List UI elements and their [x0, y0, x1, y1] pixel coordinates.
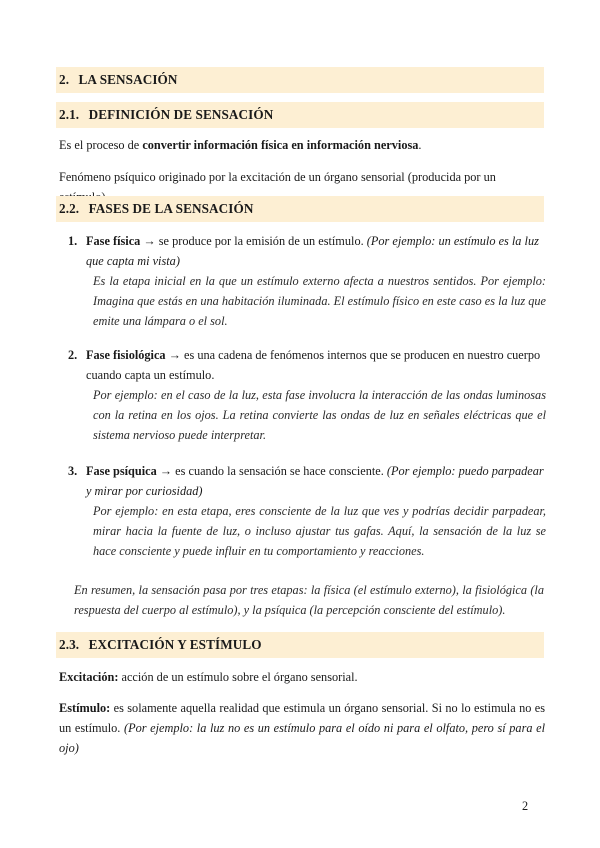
estimulo-label: Estímulo: [59, 701, 111, 715]
section-title: FASES DE LA SENSACIÓN [88, 201, 254, 216]
list-number: 3. [68, 464, 78, 478]
section-title: EXCITACIÓN Y ESTÍMULO [88, 637, 262, 652]
section-heading-2-1 [56, 102, 544, 128]
section-number: 2.1. [59, 107, 80, 122]
list-number: 1. [68, 234, 78, 248]
section-heading-2 [56, 67, 544, 93]
phase-detail: Por ejemplo: en esta etapa, eres consciente de la luz que ves y podrías decidir parpadear, mirar hacia la fuente de luz, o incluso ajustar tus gafas. Aquí, la sensación de la luz se hace consciente y puede influir en tu comportamiento y reacciones. [93, 504, 546, 558]
page-number: 2 [522, 799, 529, 813]
section-number: 2.2. [59, 201, 80, 216]
phase-label: Fase fisiológica [86, 348, 166, 362]
phase-label: Fase física [86, 234, 141, 248]
phenomenon-paragraph: Fenómeno psíquico originado por la excitación de un órgano sensorial (producida por un [59, 170, 496, 184]
summary-paragraph: En resumen, la sensación pasa por tres etapas: la física (el estímulo externo), la fisiológica (la respuesta del cuerpo al estímulo), y la psíquica (la percepción consciente del estímulo). [74, 583, 544, 617]
phase-example: (Por ejemplo: un estímulo es la luz que capta mi vista) [86, 234, 539, 268]
list-number: 2. [68, 348, 78, 362]
definition-bold: convertir información física en información nerviosa [142, 138, 419, 152]
estimulo-example: (Por ejemplo: la luz no es un estímulo para el oído ni para el olfato, pero sí para el ojo) [59, 721, 546, 755]
phase-example: (Por ejemplo: puedo parpadear y mirar por curiosidad) [86, 464, 544, 498]
phase-detail: Por ejemplo: en el caso de la luz, esta fase involucra la interacción de las ondas luminosas con la retina en los ojos. La retina convierte las ondas de luz en señales eléctricas que el sistema nervioso puede interpretar. [93, 388, 546, 442]
section-number: 2.3. [59, 637, 80, 652]
section-heading-2-3 [56, 632, 544, 658]
phase-label: Fase psíquica [86, 464, 157, 478]
section-title: LA SENSACIÓN [78, 72, 178, 87]
list-item-fase-fisica: 1. Fase física → se produce por la emisión de un estímulo. (Por ejemplo: un estímulo es la luz que capta mi vista) Es la etapa inicial en la que un estímulo externo afecta a nuestros sentidos. Por ejemplo: Imagina que estás en una habitación iluminada. El estímulo físico en este caso es la luz que emite una lámpara o el sol. [68, 231, 546, 331]
phase-detail: Es la etapa inicial en la que un estímulo externo afecta a nuestros sentidos. Por ejemplo: Imagina que estás en una habitación iluminada. El estímulo físico en este caso es la luz que emite una lámpara o el sol. [93, 274, 546, 328]
section-heading-2-2 [56, 196, 544, 222]
excitacion-label: Excitación: [59, 670, 119, 684]
section-title: DEFINICIÓN DE SENSACIÓN [88, 107, 274, 122]
definition-paragraph: Es el proceso de convertir información física en información nerviosa. [59, 138, 422, 152]
section-number: 2. [59, 72, 70, 87]
list-item-fase-fisiologica: 2. Fase fisiológica → es una cadena de fenómenos internos que se producen en nuestro cuerpo cuando capta un estímulo. Por ejemplo: en el caso de la luz, esta fase involucra la interacción de las ondas luminosas con la retina en los ojos. La retina convierte las ondas de luz en señales eléctricas que el sistema nervioso puede interpretar. [68, 345, 546, 445]
excitacion-paragraph: Excitación: acción de un estímulo sobre el órgano sensorial. [59, 670, 358, 684]
estimulo-paragraph: Estímulo: es solamente aquella realidad que estimula un órgano sensorial. Si no lo estimula no es un estímulo. (Por ejemplo: la luz no es un estímulo para el oído ni para el olfato, pero sí para el ojo) [59, 701, 546, 755]
list-item-fase-psiquica: 3. Fase psíquica → es cuando la sensación se hace consciente. (Por ejemplo: puedo parpadear y mirar por curiosidad) Por ejemplo: en esta etapa, eres consciente de la luz que ves y podrías decidir parpadear, mirar hacia la fuente de luz, o incluso ajustar tus gafas. Aquí, la sensación de la luz se hace consciente y puede influir en tu comportamiento y reacciones. [68, 461, 546, 561]
